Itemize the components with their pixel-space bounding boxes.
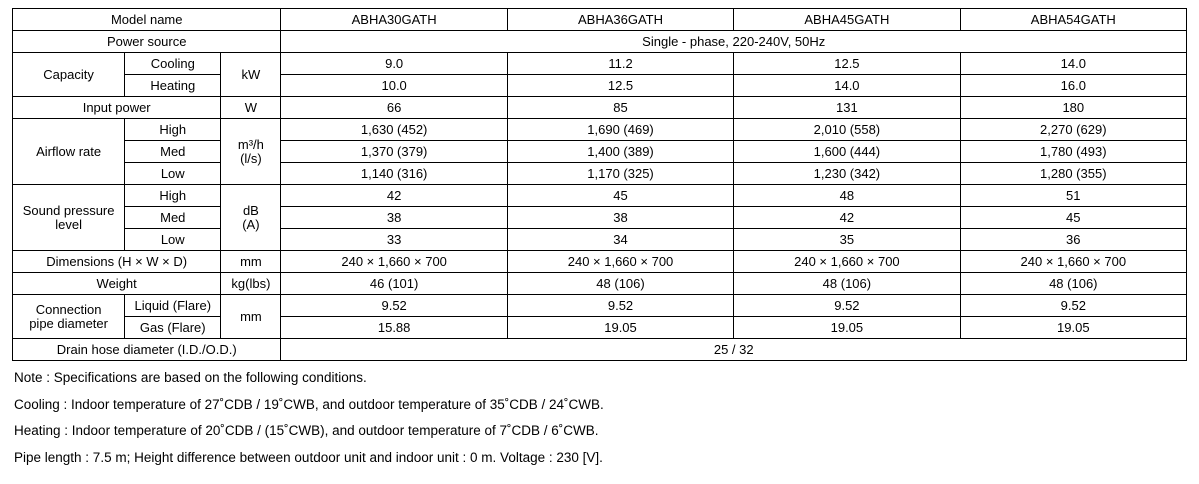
airflow-unit-line-2: (l/s) [240,150,262,166]
pipe-liquid-label: Liquid (Flare) [125,295,221,317]
sound-pressure-label-line-1: Sound pressure [22,202,115,218]
drain-hose-label: Drain hose diameter (I.D./O.D.) [13,339,281,361]
capacity-unit: kW [221,53,281,97]
pipe-liquid-value-4: 9.52 [960,295,1186,317]
table-row [13,295,1187,317]
weight-unit: kg(lbs) [221,273,281,295]
capacity-cooling-value-3: 12.5 [734,53,960,75]
table-row [13,185,1187,207]
dimensions-label: Dimensions (H × W × D) [13,251,221,273]
note-line-3: Heating : Indoor temperature of 20˚CDB / (15˚CWB), and outdoor temperature of 7˚CDB / 6˚CWB. [14,423,599,438]
table-row [13,75,1187,97]
table-row [13,53,1187,75]
connection-pipe-label-line-2: pipe diameter [29,315,108,331]
table-row [13,141,1187,163]
sound-low-value-1: 33 [281,229,507,251]
connection-pipe-label-line-1: Connection [35,301,102,317]
airflow-high-value-3: 2,010 (558) [734,119,960,141]
dimensions-value-2: 240 × 1,660 × 700 [507,251,733,273]
model-column-2: ABHA36GATH [507,9,733,31]
connection-pipe-label [13,295,125,339]
sound-low-value-2: 34 [507,229,733,251]
airflow-high-value-2: 1,690 (469) [507,119,733,141]
table-row [13,97,1187,119]
airflow-high-label: High [125,119,221,141]
sound-high-value-4: 51 [960,185,1186,207]
capacity-heating-value-4: 16.0 [960,75,1186,97]
capacity-cooling-value-2: 11.2 [507,53,733,75]
airflow-rate-label: Airflow rate [13,119,125,185]
airflow-med-label: Med [125,141,221,163]
airflow-high-value-1: 1,630 (452) [281,119,507,141]
weight-label: Weight [13,273,221,295]
table-row [13,229,1187,251]
table-row [13,119,1187,141]
sound-med-value-3: 42 [734,207,960,229]
pipe-liquid-value-2: 9.52 [507,295,733,317]
airflow-med-value-2: 1,400 (389) [507,141,733,163]
pipe-liquid-value-1: 9.52 [281,295,507,317]
airflow-low-value-4: 1,280 (355) [960,163,1186,185]
input-power-value-1: 66 [281,97,507,119]
table-row [13,251,1187,273]
capacity-heating-value-1: 10.0 [281,75,507,97]
table-row [13,273,1187,295]
pipe-gas-value-2: 19.05 [507,317,733,339]
airflow-unit [221,119,281,185]
capacity-heating-value-3: 14.0 [734,75,960,97]
note-line-4: Pipe length : 7.5 m; Height difference between outdoor unit and indoor unit : 0 m. Voltage : 230 [V]. [14,449,603,465]
capacity-cooling-label: Cooling [125,53,221,75]
dimensions-unit: mm [221,251,281,273]
weight-value-3: 48 (106) [734,273,960,295]
sound-med-value-2: 38 [507,207,733,229]
sound-low-label: Low [125,229,221,251]
weight-value-2: 48 (106) [507,273,733,295]
capacity-cooling-value-1: 9.0 [281,53,507,75]
sound-low-value-3: 35 [734,229,960,251]
airflow-high-value-4: 2,270 (629) [960,119,1186,141]
airflow-med-value-3: 1,600 (444) [734,141,960,163]
input-power-unit: W [221,97,281,119]
dimensions-value-4: 240 × 1,660 × 700 [960,251,1186,273]
sound-unit [221,185,281,251]
pipe-unit: mm [221,295,281,339]
input-power-value-3: 131 [734,97,960,119]
drain-hose-value: 25 / 32 [281,339,1187,361]
airflow-med-value-1: 1,370 (379) [281,141,507,163]
table-row [13,339,1187,361]
table-row [13,31,1187,53]
input-power-value-2: 85 [507,97,733,119]
input-power-value-4: 180 [960,97,1186,119]
weight-value-4: 48 (106) [960,273,1186,295]
sound-pressure-label-line-2: level [55,216,82,232]
pipe-gas-value-1: 15.88 [281,317,507,339]
sound-high-value-1: 42 [281,185,507,207]
airflow-unit-line-1: m³/h [237,136,264,152]
capacity-heating-value-2: 12.5 [507,75,733,97]
capacity-cooling-value-4: 14.0 [960,53,1186,75]
airflow-low-value-1: 1,140 (316) [281,163,507,185]
sound-med-value-1: 38 [281,207,507,229]
notes-section [12,371,1187,464]
pipe-liquid-value-3: 9.52 [734,295,960,317]
input-power-label: Input power [13,97,221,119]
sound-med-value-4: 45 [960,207,1186,229]
airflow-med-value-4: 1,780 (493) [960,141,1186,163]
note-line-2: Cooling : Indoor temperature of 27˚CDB / 19˚CWB, and outdoor temperature of 35˚CDB / 24˚CWB. [14,396,604,412]
power-source-value: Single - phase, 220-240V, 50Hz [281,31,1187,53]
sound-high-label: High [125,185,221,207]
note-line-1: Note : Specifications are based on the following conditions. [14,370,367,385]
table-row [13,163,1187,185]
table-row [13,317,1187,339]
sound-unit-line-2: (A) [242,216,260,232]
model-column-3: ABHA45GATH [734,9,960,31]
model-column-4: ABHA54GATH [960,9,1186,31]
dimensions-value-1: 240 × 1,660 × 700 [281,251,507,273]
specifications-table [12,8,1187,361]
model-column-1: ABHA30GATH [281,9,507,31]
power-source-label: Power source [13,31,281,53]
pipe-gas-value-4: 19.05 [960,317,1186,339]
sound-high-value-3: 48 [734,185,960,207]
dimensions-value-3: 240 × 1,660 × 700 [734,251,960,273]
airflow-low-value-2: 1,170 (325) [507,163,733,185]
sound-low-value-4: 36 [960,229,1186,251]
capacity-heating-label: Heating [125,75,221,97]
table-header-row [13,9,1187,31]
sound-unit-line-1: dB [242,202,259,218]
capacity-label: Capacity [13,53,125,97]
pipe-gas-label: Gas (Flare) [125,317,221,339]
sound-pressure-label [13,185,125,251]
airflow-low-label: Low [125,163,221,185]
weight-value-1: 46 (101) [281,273,507,295]
airflow-low-value-3: 1,230 (342) [734,163,960,185]
table-row [13,207,1187,229]
model-name-label: Model name [13,9,281,31]
sound-high-value-2: 45 [507,185,733,207]
sound-med-label: Med [125,207,221,229]
pipe-gas-value-3: 19.05 [734,317,960,339]
